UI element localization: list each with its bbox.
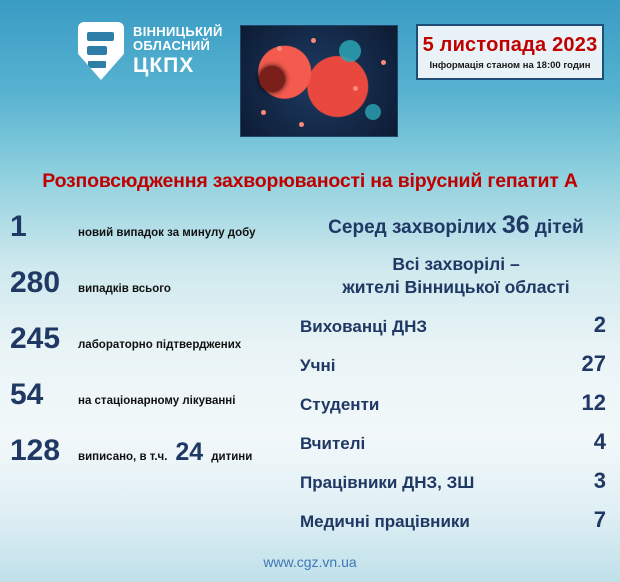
spike-dot [261,110,266,115]
date-badge [416,24,604,80]
spike-dot [277,46,282,51]
poster-header [0,0,620,160]
spike-dot [353,86,358,91]
stat-row [8,212,300,268]
spike-dot [311,38,316,43]
category-row [300,429,612,455]
spike-dot [381,60,386,65]
stat-value: 128 [10,434,61,467]
spike-dot [299,122,304,127]
category-row [300,351,612,377]
category-value: 27 [581,350,606,376]
category-label: Учні [300,355,336,375]
date-main-text: 5 листопада 2023 [422,33,598,56]
stat-row [8,436,300,492]
children-summary [300,210,612,241]
residents-note-line-2: жителі Вінницької області [342,277,570,297]
logo-line-3: ЦКПХ [133,53,195,77]
date-sub-text: Інформація станом на 18:00 годин [429,59,591,71]
category-row [300,312,612,338]
category-label: Працівники ДНЗ, ЗШ [300,472,475,492]
stat-label: лабораторно підтверджених [78,339,242,351]
stat-value: 54 [10,378,44,411]
stat-value: 280 [10,266,61,299]
stat-row [8,380,300,436]
category-row [300,390,612,416]
category-value: 7 [593,506,606,532]
left-statistics-column [8,212,300,492]
category-value: 4 [593,428,606,454]
residents-note [300,253,612,299]
stat-value: 245 [10,322,61,355]
stat-label: випадків всього [78,283,171,295]
category-row [300,507,612,533]
children-count-value: 36 [501,211,530,239]
stat-label: новий випадок за минулу добу [78,227,256,239]
category-value: 12 [581,389,606,415]
category-row [300,468,612,494]
teal-virus-particle-2 [365,104,381,120]
organization-logo [78,22,223,80]
logo-line-2: ОБЛАСНИЙ [133,38,211,54]
children-suffix-label: дітей [534,217,584,238]
category-label: Вихованці ДНЗ [300,316,428,336]
organization-name [133,25,223,78]
stat-value-secondary: 24 [175,438,204,466]
stat-label-secondary: дитини [211,451,253,463]
website-link[interactable]: www.cgz.vn.ua [263,554,357,570]
category-label: Студенти [300,394,380,414]
shield-icon [78,22,124,80]
logo-line-1: ВІННИЦЬКИЙ [133,23,223,39]
category-value: 3 [593,467,606,493]
stat-row [8,268,300,324]
category-value: 2 [593,311,606,337]
stat-label: виписано, в т.ч. [78,451,168,463]
stat-row [8,324,300,380]
page-title: Розповсюдження захворюваності на вірусний гепатит А [42,170,578,192]
category-label: Вчителі [300,433,366,453]
stat-label: на стаціонарному лікуванні [78,395,236,407]
category-label: Медичні працівники [300,511,470,531]
children-prefix-label: Серед захворілих [328,217,497,238]
dark-virus-particle [259,66,285,92]
virus-illustration-image [240,25,398,137]
right-statistics-column [300,210,612,533]
teal-virus-particle-1 [339,40,361,62]
residents-note-line-1: Всі захворілі – [392,254,520,275]
stat-value: 1 [10,210,27,243]
